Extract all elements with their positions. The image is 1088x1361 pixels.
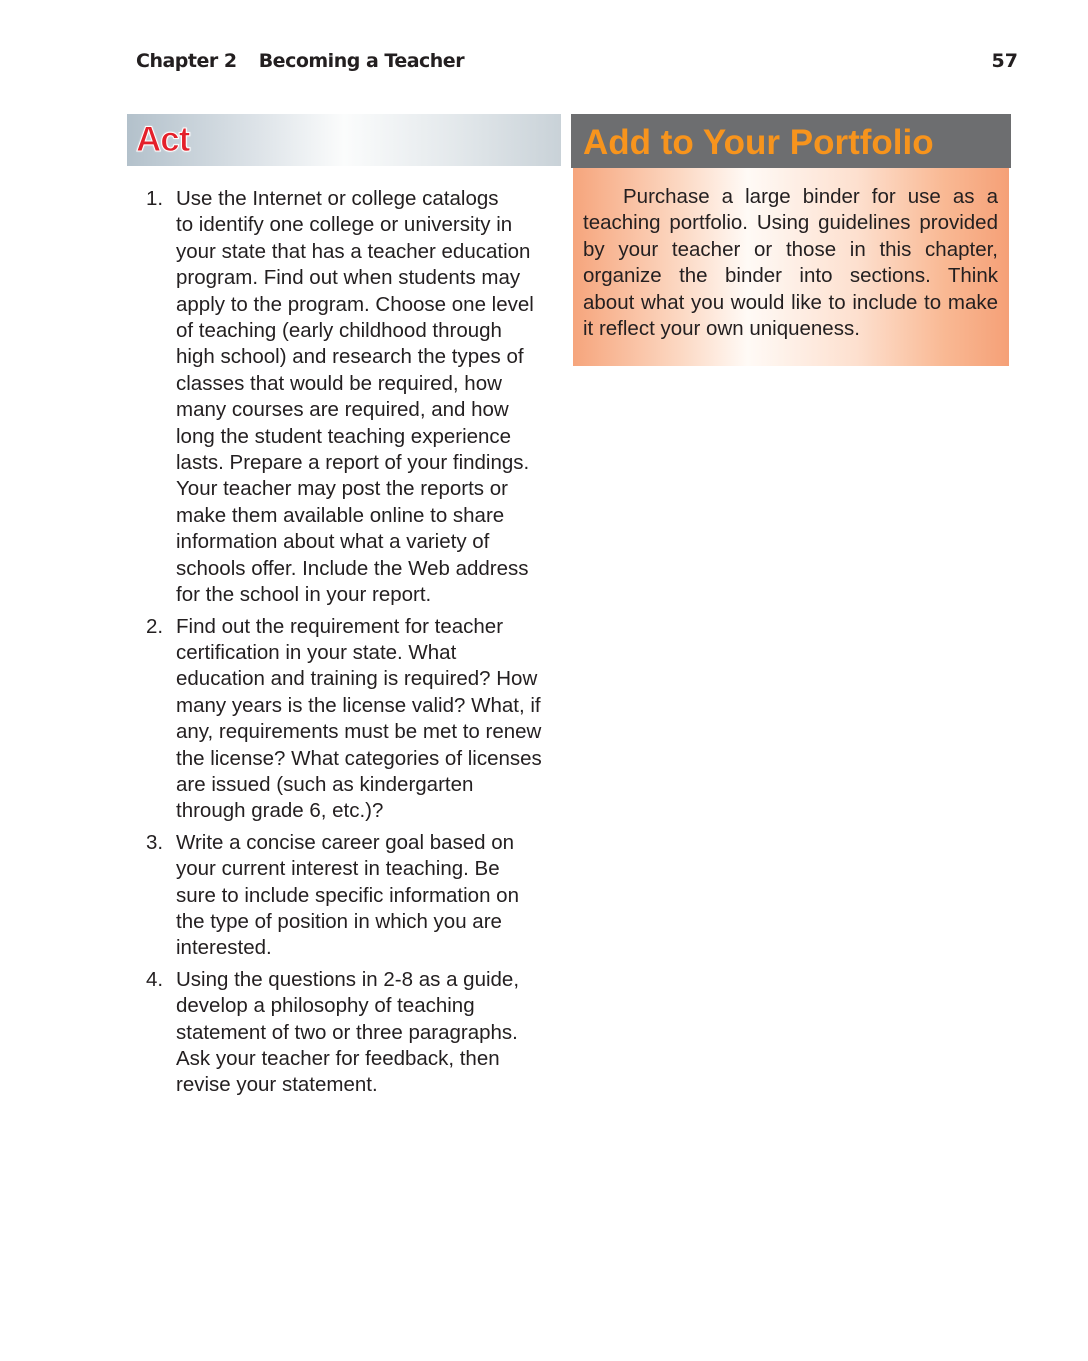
portfolio-title: Add to Your Portfolio — [583, 123, 934, 162]
text-line: lasts. Prepare a report of your findings. — [176, 451, 530, 475]
text-line: classes that would be required, how — [176, 371, 502, 395]
text-line: Your teacher may post the reports or — [176, 477, 508, 501]
portfolio-header — [571, 114, 1011, 168]
list-number: 3. — [146, 830, 164, 854]
list-item — [146, 614, 556, 825]
portfolio-box — [573, 168, 1009, 366]
text-line: your current interest in teaching. Be — [176, 857, 500, 881]
text-line: the license? What categories of licenses — [176, 746, 542, 770]
text-line: your state that has a teacher education — [176, 239, 531, 263]
text-line: make them available online to share — [176, 503, 505, 527]
text-line: sure to include specific information on — [176, 883, 519, 907]
text-line: education and training is required? How — [176, 667, 538, 691]
text-line: about what you would like to include to make — [583, 290, 998, 314]
page-number: 57 — [991, 50, 1018, 72]
text-line: any, requirements must be met to renew — [176, 720, 542, 744]
text-line: it reflect your own uniqueness. — [583, 317, 860, 341]
list-number: 4. — [146, 967, 164, 991]
text-line: of teaching (early childhood through — [176, 319, 502, 343]
text-line: to identify one college or university in — [176, 213, 513, 237]
portfolio-text — [583, 184, 998, 342]
text-line: program. Find out when students may — [176, 266, 521, 290]
list-item — [146, 830, 556, 962]
text-line: the type of position in which you are — [176, 909, 502, 933]
list-item — [146, 186, 556, 609]
act-title: Act — [136, 120, 190, 159]
text-line: by your teacher or those in this chapter, — [583, 237, 998, 261]
text-line: teaching portfolio. Using guidelines provided — [583, 211, 998, 235]
text-line: certification in your state. What — [176, 640, 457, 664]
text-line: organize the binder into sections. Think — [583, 264, 998, 288]
text-line: apply to the program. Choose one level — [176, 292, 534, 316]
text-line: long the student teaching experience — [176, 424, 512, 448]
text-line: are issued (such as kindergarten — [176, 772, 474, 796]
text-line: information about what a variety of — [176, 530, 490, 554]
text-line: many years is the license valid? What, if — [176, 693, 541, 717]
text-line: high school) and research the types of — [176, 345, 524, 369]
text-line: for the school in your report. — [176, 583, 432, 607]
act-list — [146, 186, 556, 1104]
running-header — [136, 50, 480, 72]
text-line: Write a concise career goal based on — [176, 830, 515, 854]
list-number: 2. — [146, 614, 164, 638]
text-line: Ask your teacher for feedback, then — [176, 1047, 500, 1070]
list-number: 1. — [146, 187, 164, 210]
text-line: Use the Internet or college catalogs — [176, 187, 499, 210]
text-line: many courses are required, and how — [176, 398, 509, 422]
text-line: Find out the requirement for teacher — [176, 614, 504, 638]
text-line: statement of two or three paragraphs. — [176, 1020, 518, 1044]
text-line: schools offer. Include the Web address — [176, 556, 529, 580]
text-line: Using the questions in 2-8 as a guide, — [176, 967, 520, 991]
chapter-label: Chapter 2 — [136, 50, 237, 72]
text-line: interested. — [176, 936, 272, 960]
text-line: revise your statement. — [176, 1073, 378, 1097]
chapter-title: Becoming a Teacher — [258, 50, 465, 72]
text-line: Purchase a large binder for use as a — [623, 185, 998, 208]
text-line: develop a philosophy of teaching — [176, 994, 475, 1018]
text-line: through grade 6, etc.)? — [176, 799, 384, 823]
act-header — [127, 114, 561, 166]
list-item — [146, 967, 556, 1099]
